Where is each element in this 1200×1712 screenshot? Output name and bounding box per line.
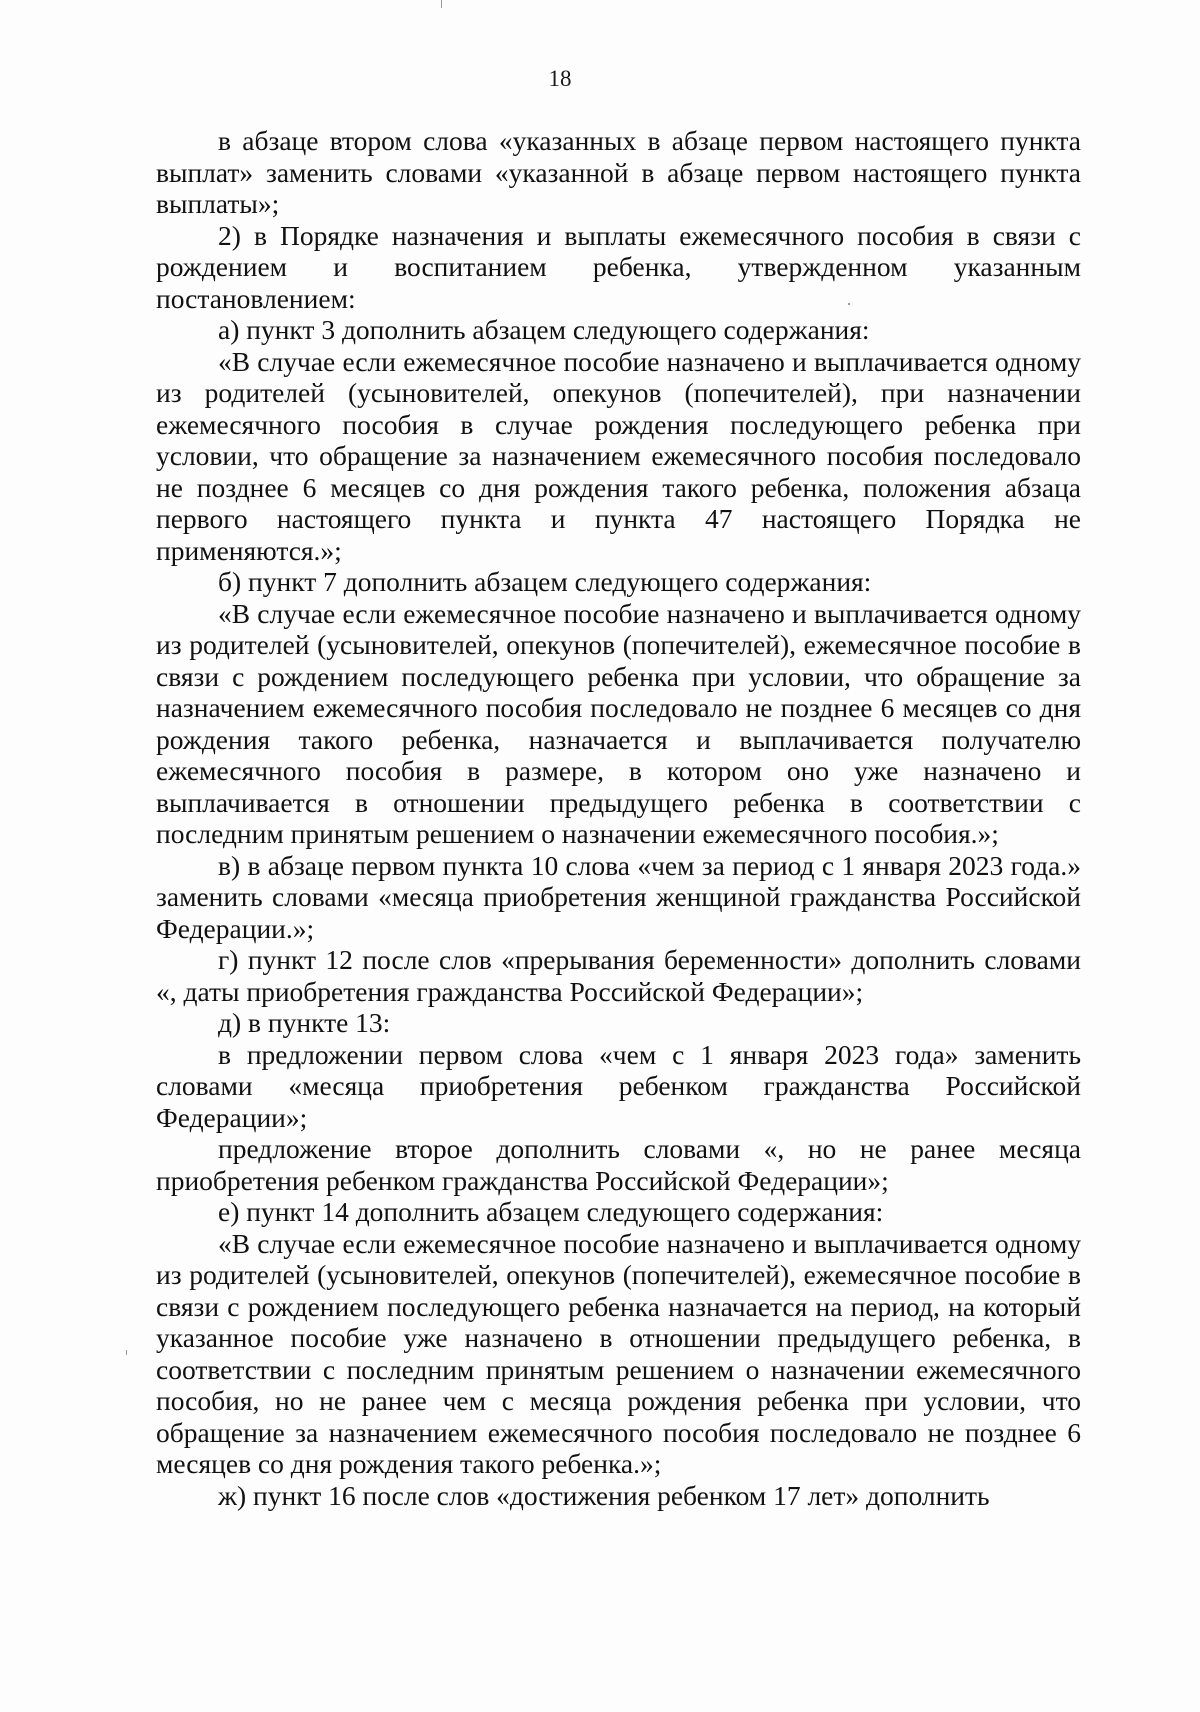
paragraph-12: е) пункт 14 дополнить абзацем следующего содержания: [218, 1196, 884, 1227]
document-body [156, 125, 1081, 1511]
paragraph-10: в предложении первом слова «чем с 1 января 2023 года» заменить словами «месяца приобретения ребенком гражданства Российской Федерации»; [156, 1038, 1081, 1133]
paragraph-6: «В случае если ежемесячное пособие назначено и выплачивается одному из родителей (усыновителей, опекунов (попечителей), ежемесячное пособие в связи с рождением последующего ребенка при условии, что обращение за назначением ежемесячного пособия последовало не позднее 6 месяцев со дня рождения такого ребенка, назначается и выплачивается получателю ежемесячного пособия в размере, в котором оно уже назначено и выплачивается в отношении предыдущего ребенка в соответствии с последним принятым решением о назначении ежемесячного пособия.»; [156, 597, 1081, 849]
paragraph-1: в абзаце втором слова «указанных в абзаце первом настоящего пункта выплат» заменить словами «указанной в абзаце первом настоящего пункта выплаты»; [156, 125, 1081, 219]
page-number: 18 [548, 66, 572, 91]
paragraph-7: в) в абзаце первом пункта 10 слова «чем за период с 1 января 2023 года.» заменить словами «месяца приобретения женщиной гражданства Российской Федерации.»; [156, 849, 1081, 944]
scan-artifact [441, 0, 442, 8]
scan-artifact [848, 303, 850, 305]
paragraph-11: предложение второе дополнить словами «, но не ранее месяца приобретения ребенком гражданства Российской Федерации»; [156, 1133, 1081, 1196]
paragraph-5: б) пункт 7 дополнить абзацем следующего содержания: [218, 566, 872, 597]
paragraph-4: «В случае если ежемесячное пособие назначено и выплачивается одному из родителей (усыновителей, опекунов (попечителей), при назначении ежемесячного пособия в случае рождения последующего ребенка при условии, что обращение за назначением ежемесячного пособия последовало не позднее 6 месяцев со дня рождения такого ребенка, положения абзаца первого настоящего пункта и пункта 47 настоящего Порядка не применяются.»; [156, 345, 1081, 566]
paragraph-13: «В случае если ежемесячное пособие назначено и выплачивается одному из родителей (усыновителей, опекунов (попечителей), ежемесячное пособие в связи с рождением последующего ребенка назначается на период, на который указанное пособие уже назначено в отношении предыдущего ребенка, в соответствии с последним принятым решением о назначении ежемесячного пособия, но не ранее чем с месяца рождения ребенка при условии, что обращение за назначением ежемесячного пособия последовало не позднее 6 месяцев со дня рождения такого ребенка.»; [156, 1227, 1081, 1479]
paragraph-8: г) пункт 12 после слов «прерывания беременности» дополнить словами «, даты приобретения гражданства Российской Федерации»; [156, 944, 1081, 1007]
paragraph-9: д) в пункте 13: [218, 1007, 391, 1038]
scan-artifact [126, 1350, 127, 1355]
paragraph-3: а) пункт 3 дополнить абзацем следующего содержания: [218, 314, 870, 345]
paragraph-14: ж) пункт 16 после слов «достижения ребенком 17 лет» дополнить [218, 1479, 990, 1511]
paragraph-2: 2) в Порядке назначения и выплаты ежемесячного пособия в связи с рождением и воспитанием ребенка, утвержденном указанным постановлением: [156, 219, 1081, 314]
